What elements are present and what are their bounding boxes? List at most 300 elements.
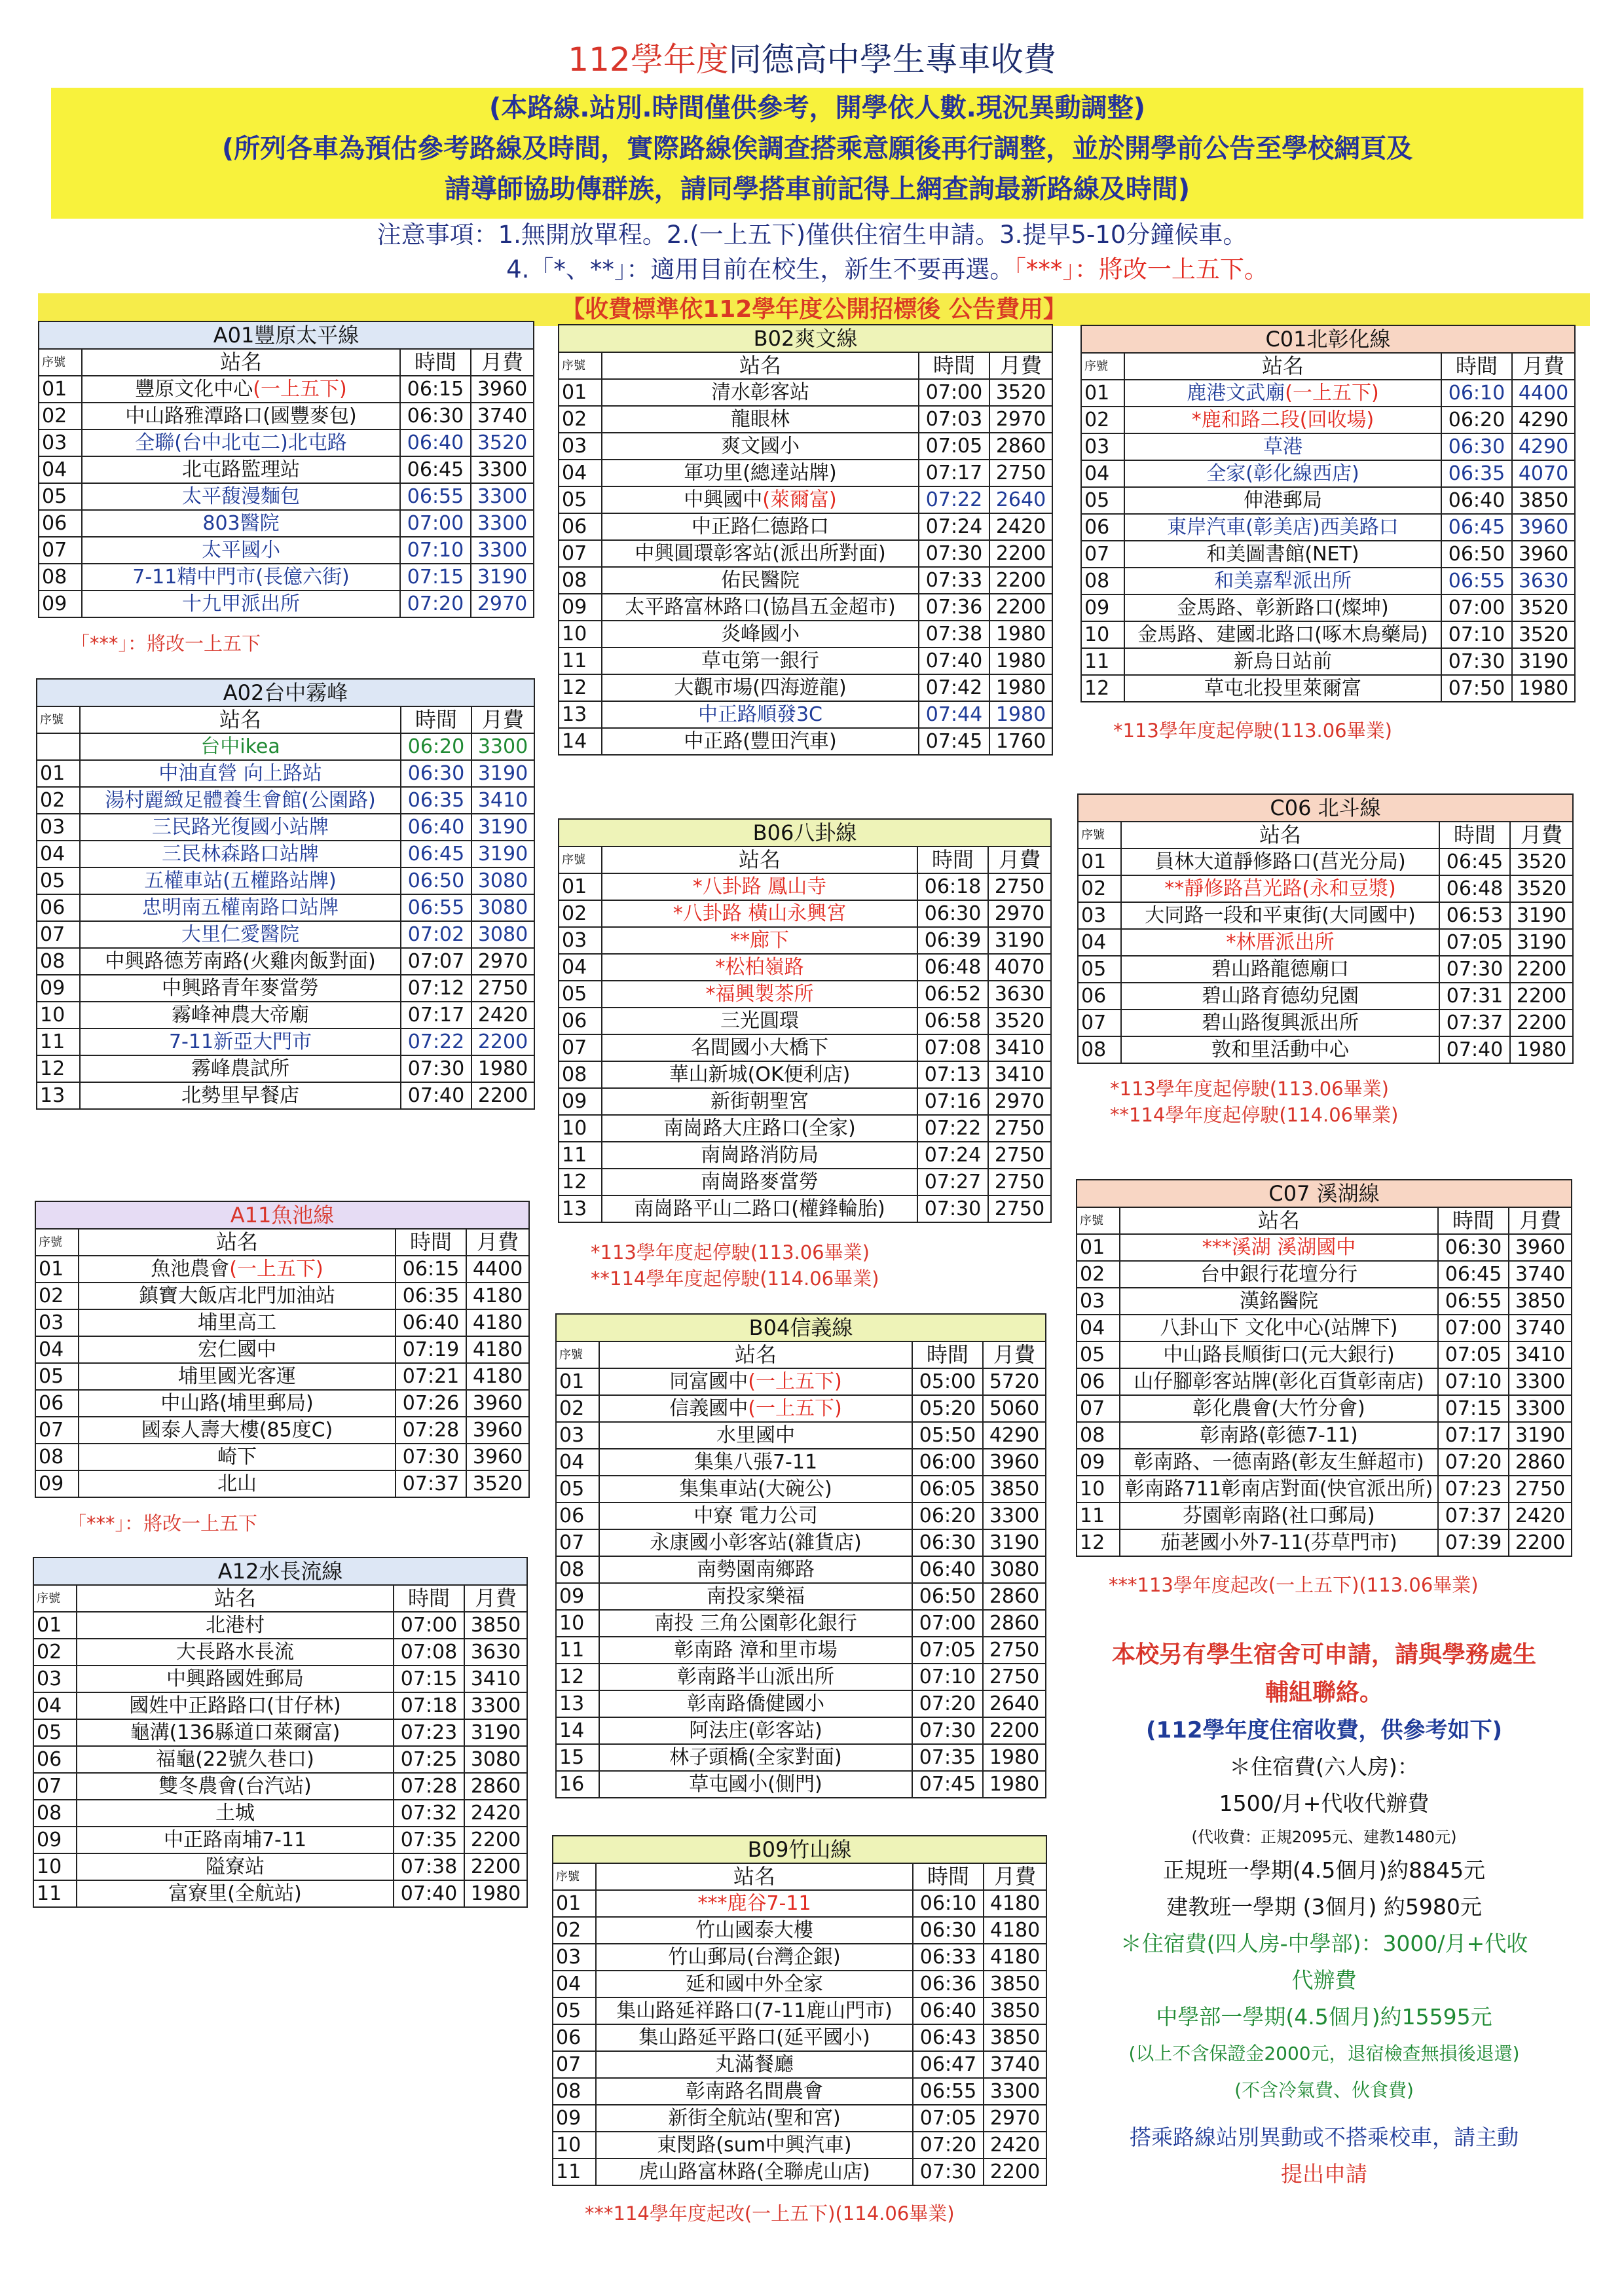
station-name: 碧山路龍德廟口 [1211, 958, 1349, 981]
table-row [1081, 514, 1575, 541]
header-station: 站名 [1124, 353, 1441, 380]
row-seq: 04 [33, 1692, 77, 1719]
table-row [37, 1002, 534, 1029]
row-time: 07:37 [1438, 1503, 1509, 1529]
row-station [1120, 1503, 1438, 1529]
table-row [1077, 1476, 1572, 1503]
row-fee: 3740 [984, 2051, 1046, 2078]
table-row [553, 1944, 1046, 1971]
table-row [559, 1169, 1051, 1195]
dormitory-info [1082, 1638, 1566, 2195]
table-row [35, 1283, 529, 1309]
row-seq: 02 [1081, 407, 1124, 433]
row-station [602, 540, 919, 567]
row-seq: 12 [1077, 1529, 1120, 1556]
header-seq: 序號 [559, 847, 602, 873]
row-fee: 2750 [988, 1195, 1051, 1222]
row-seq: 03 [39, 429, 82, 456]
station-name: *林厝派出所 [1226, 931, 1335, 954]
row-time: 07:17 [401, 1002, 471, 1029]
row-station [79, 1256, 396, 1283]
row-station [80, 894, 401, 921]
row-seq: 09 [39, 591, 82, 617]
row-time: 07:35 [394, 1827, 464, 1853]
row-station [1121, 875, 1439, 902]
row-time: 06:36 [913, 1971, 984, 1997]
row-time: 07:37 [1439, 1010, 1510, 1036]
row-seq: 12 [37, 1055, 80, 1082]
row-time: 06:33 [913, 1944, 984, 1971]
row-time: 06:40 [396, 1309, 466, 1336]
row-fee: 2420 [471, 1002, 534, 1029]
row-fee: 2200 [464, 1827, 527, 1853]
route-title: A02台中霧峰 [37, 679, 534, 706]
row-station [1124, 568, 1441, 594]
row-station [596, 2078, 913, 2105]
row-time: 07:36 [919, 594, 989, 621]
station-name: 中油直營 向上路站 [158, 762, 322, 785]
row-seq: 03 [1077, 1288, 1120, 1315]
row-seq: 01 [1077, 1234, 1120, 1261]
row-fee: 3080 [983, 1556, 1046, 1583]
row-fee: 1980 [983, 1744, 1046, 1771]
station-name: 7-11精中門市(長億六街) [132, 566, 350, 589]
route-note: **114學年度起停駛(114.06畢業) [1110, 1104, 1399, 1126]
row-seq: 07 [559, 540, 602, 567]
header-fee: 月費 [989, 352, 1052, 379]
row-seq: 02 [553, 1917, 596, 1944]
station-name: 803醫院 [202, 512, 280, 535]
row-seq: 05 [33, 1719, 77, 1746]
row-seq: 03 [559, 927, 602, 954]
row-station [80, 921, 401, 948]
row-fee: 2200 [1510, 956, 1573, 983]
row-time: 07:42 [919, 674, 989, 701]
table-row [1078, 1036, 1573, 1063]
row-station [82, 429, 400, 456]
row-time: 06:15 [400, 376, 471, 403]
row-fee: 3960 [466, 1444, 529, 1470]
route-table-c07 [1076, 1179, 1572, 1557]
row-seq: 08 [37, 948, 80, 975]
table-row [559, 594, 1052, 621]
table-row [1081, 621, 1575, 648]
station-name: 集集車站(大碗公) [679, 1478, 832, 1501]
row-station [602, 460, 919, 486]
row-seq: 11 [556, 1637, 599, 1664]
row-fee: 3300 [471, 456, 534, 483]
row-seq: 14 [556, 1717, 599, 1744]
row-fee: 3850 [1509, 1288, 1572, 1315]
row-seq: 09 [33, 1827, 77, 1853]
row-time: 06:15 [396, 1256, 466, 1283]
station-name: 忠明南五權南路口站牌 [142, 896, 339, 919]
row-seq: 06 [33, 1746, 77, 1773]
station-name: 南勢園南鄉路 [697, 1558, 815, 1581]
header-time: 時間 [401, 706, 471, 733]
station-name: 太平國小 [202, 539, 280, 562]
row-station [602, 1088, 917, 1115]
station-name: **廊下 [730, 929, 789, 952]
station-name: 中興路國姓郵局 [166, 1667, 304, 1690]
row-time: 07:07 [401, 948, 471, 975]
route-title: A01豐原太平線 [39, 321, 534, 349]
row-time: 06:35 [396, 1283, 466, 1309]
row-station [602, 1008, 917, 1034]
station-name: 中山路長順街口(元大銀行) [1163, 1343, 1395, 1366]
row-fee: 2750 [988, 1115, 1051, 1142]
row-time: 07:30 [913, 2159, 984, 2185]
row-station [596, 1997, 913, 2024]
table-row [37, 841, 534, 867]
row-station [602, 927, 917, 954]
station-name: 中興路德芳南路(火雞肉飯對面) [105, 950, 376, 973]
row-seq: 01 [39, 376, 82, 403]
header-time: 時間 [919, 352, 989, 379]
station-name: 埔里國光客運 [178, 1365, 296, 1388]
route-title: C01北彰化線 [1081, 325, 1575, 353]
row-seq: 01 [1078, 848, 1121, 875]
row-station [1124, 380, 1441, 407]
table-row [556, 1556, 1046, 1583]
row-fee: 4180 [984, 1944, 1046, 1971]
table-row [37, 814, 534, 841]
row-time: 07:05 [912, 1637, 983, 1664]
row-fee: 2200 [984, 2159, 1046, 2185]
row-fee: 3300 [984, 2078, 1046, 2105]
row-station [602, 981, 917, 1008]
row-time: 06:45 [1439, 848, 1510, 875]
table-row [33, 1639, 527, 1666]
table-row [559, 567, 1052, 594]
station-name: 彰南路、一德南路(彰友生鮮超市) [1134, 1451, 1424, 1474]
row-fee: 2200 [1509, 1529, 1572, 1556]
row-fee: 3300 [471, 733, 534, 760]
table-row [553, 2132, 1046, 2159]
row-seq: 05 [559, 486, 602, 513]
row-fee: 1980 [983, 1771, 1046, 1798]
row-station [80, 1055, 401, 1082]
header-seq: 序號 [33, 1585, 77, 1612]
row-fee: 1980 [989, 647, 1052, 674]
station-name: 金馬路、彰新路口(燦坤) [1177, 596, 1389, 619]
row-seq: 08 [1081, 568, 1124, 594]
header-time: 時間 [400, 349, 471, 376]
row-fee: 4070 [988, 954, 1051, 981]
row-time: 07:24 [919, 513, 989, 540]
table-row [39, 537, 534, 564]
row-station [596, 1971, 913, 1997]
station-name: 林子頭橋(全家對面) [669, 1746, 842, 1769]
row-time: 07:05 [919, 433, 989, 460]
station-remark: (一上五下) [748, 1370, 842, 1393]
table-row [1077, 1422, 1572, 1449]
row-station [602, 513, 919, 540]
row-station [596, 2051, 913, 2078]
table-row [559, 621, 1052, 647]
row-fee: 3850 [984, 1997, 1046, 2024]
row-seq: 02 [556, 1395, 599, 1422]
row-station [602, 1142, 917, 1169]
row-station [77, 1612, 394, 1639]
row-station [1120, 1341, 1438, 1368]
row-time: 07:13 [917, 1061, 988, 1088]
dorm-line-4: ＊住宿費(六人房)： [1229, 1754, 1419, 1779]
row-seq: 04 [39, 456, 82, 483]
row-station [602, 406, 919, 433]
row-seq: 05 [35, 1363, 79, 1390]
row-seq: 06 [1081, 514, 1124, 541]
row-fee: 2970 [989, 406, 1052, 433]
row-seq: 16 [556, 1771, 599, 1798]
table-row [1078, 902, 1573, 929]
row-fee: 3960 [1509, 1234, 1572, 1261]
row-seq: 06 [37, 894, 80, 921]
row-fee: 3080 [471, 921, 534, 948]
row-time: 07:19 [396, 1336, 466, 1363]
row-time: 07:25 [394, 1746, 464, 1773]
station-name: 龍眼林 [731, 408, 790, 431]
station-name: 伸港郵局 [1243, 489, 1322, 512]
row-station [602, 567, 919, 594]
row-time: 06:30 [917, 900, 988, 927]
row-time: 06:10 [1441, 380, 1512, 407]
row-station [599, 1368, 912, 1395]
route-title: B02爽文線 [559, 325, 1052, 352]
page-title [0, 37, 1624, 82]
row-station [602, 728, 919, 755]
row-seq: 04 [1081, 460, 1124, 487]
row-fee: 3080 [471, 894, 534, 921]
row-fee: 3630 [988, 981, 1051, 1008]
station-name: 山仔腳彰客站牌(彰化百貨彰南店) [1134, 1370, 1424, 1393]
row-time: 07:18 [394, 1692, 464, 1719]
row-station [602, 1061, 917, 1088]
row-station [80, 1029, 401, 1055]
table-row [35, 1336, 529, 1363]
table-row [559, 1061, 1051, 1088]
row-station [1121, 1036, 1439, 1063]
row-seq: 01 [556, 1368, 599, 1395]
row-time: 07:30 [912, 1717, 983, 1744]
row-fee: 3630 [1512, 568, 1575, 594]
dorm-line-6: (代收費：正規2095元、建教1480元) [1191, 1828, 1457, 1846]
row-seq: 13 [556, 1690, 599, 1717]
row-station [599, 1717, 912, 1744]
route-table-b06 [558, 818, 1052, 1223]
row-fee: 3960 [466, 1390, 529, 1417]
row-fee: 3850 [984, 2024, 1046, 2051]
row-fee: 3520 [1510, 848, 1573, 875]
row-fee: 3410 [988, 1034, 1051, 1061]
row-seq: 07 [1077, 1395, 1120, 1422]
station-name: 丸滿餐廳 [715, 2053, 794, 2076]
row-seq: 02 [1077, 1261, 1120, 1288]
row-time: 07:08 [394, 1639, 464, 1666]
row-seq: 05 [37, 867, 80, 894]
row-time: 06:45 [401, 841, 471, 867]
row-seq: 03 [1081, 433, 1124, 460]
row-seq: 02 [33, 1639, 77, 1666]
table-row [33, 1853, 527, 1880]
table-row [1081, 568, 1575, 594]
row-time: 06:55 [1441, 568, 1512, 594]
table-row [559, 1008, 1051, 1034]
row-fee: 3960 [471, 376, 534, 403]
row-station [80, 1082, 401, 1109]
table-row [1077, 1341, 1572, 1368]
row-time: 06:45 [1441, 514, 1512, 541]
row-time: 07:02 [401, 921, 471, 948]
header-time: 時間 [1439, 822, 1510, 848]
row-seq: 08 [39, 564, 82, 591]
row-station [599, 1771, 912, 1798]
row-time: 07:27 [917, 1169, 988, 1195]
station-name: 員林大道靜修路口(莒光分局) [1154, 850, 1406, 873]
row-fee: 5720 [983, 1368, 1046, 1395]
row-time: 07:30 [1439, 956, 1510, 983]
row-fee: 2750 [983, 1637, 1046, 1664]
station-name: 佑民醫院 [721, 569, 800, 592]
row-seq: 08 [33, 1800, 77, 1827]
notes-line-1: 注意事項：1.無開放單程。2.(一上五下)僅供住宿生申請。3.提早5-10分鐘候車。 [377, 221, 1247, 249]
header-fee: 月費 [466, 1229, 529, 1256]
row-seq: 01 [1081, 380, 1124, 407]
row-fee: 2860 [1509, 1449, 1572, 1476]
station-name: 中山路雅潭路口(國豐麥包) [125, 405, 357, 428]
table-row [1081, 675, 1575, 702]
row-time: 06:50 [912, 1583, 983, 1610]
station-name: **靜修路莒光路(永和豆漿) [1164, 877, 1396, 900]
station-name: ***鹿谷7-11 [697, 1892, 811, 1915]
row-time: 06:45 [1438, 1261, 1509, 1288]
row-fee: 4290 [1512, 407, 1575, 433]
row-seq: 06 [1078, 983, 1121, 1010]
table-row [556, 1744, 1046, 1771]
row-time: 06:58 [917, 1008, 988, 1034]
row-time: 07:00 [394, 1612, 464, 1639]
header-station: 站名 [1121, 822, 1439, 848]
header-time: 時間 [396, 1229, 466, 1256]
dorm-line-7: 正規班一學期(4.5個月)約8845元 [1162, 1857, 1486, 1883]
row-time: 06:52 [917, 981, 988, 1008]
row-fee: 3960 [983, 1449, 1046, 1476]
row-seq: 12 [1081, 675, 1124, 702]
row-fee: 3740 [1509, 1315, 1572, 1341]
row-seq: 12 [559, 674, 602, 701]
station-name: 芬園彰南路(社口郵局) [1183, 1504, 1375, 1527]
station-name: 永康國小彰客站(雜貨店) [650, 1531, 862, 1554]
station-name: 集山路延祥路口(7-11鹿山門市) [616, 1999, 893, 2022]
table-row [553, 1971, 1046, 1997]
row-seq: 06 [559, 1008, 602, 1034]
row-station [1124, 407, 1441, 433]
row-fee: 3190 [471, 564, 534, 591]
row-station [79, 1417, 396, 1444]
table-row [33, 1746, 527, 1773]
row-time: 07:00 [912, 1610, 983, 1637]
route-title: B04信義線 [556, 1314, 1046, 1341]
row-seq: 02 [559, 900, 602, 927]
row-time: 07:45 [912, 1771, 983, 1798]
row-station [79, 1283, 396, 1309]
row-station [602, 486, 919, 513]
station-name: 富寮里(全航站) [168, 1882, 302, 1905]
row-station [1120, 1234, 1438, 1261]
row-station [602, 1115, 917, 1142]
row-fee: 2200 [471, 1082, 534, 1109]
header-seq: 序號 [559, 352, 602, 379]
row-seq: 07 [39, 537, 82, 564]
station-name: 阿法庄(彰客站) [689, 1719, 822, 1742]
row-time: 07:35 [912, 1744, 983, 1771]
table-row [33, 1719, 527, 1746]
title-text: 同德高中學生專車收費 [728, 41, 1056, 79]
row-seq: 09 [37, 975, 80, 1002]
station-name: 7-11新亞大門市 [168, 1030, 312, 1053]
station-name: 太平路富林路口(協昌五金超市) [625, 596, 896, 619]
row-fee: 2200 [1510, 983, 1573, 1010]
row-station [77, 1880, 394, 1907]
table-row [556, 1503, 1046, 1529]
row-fee: 3300 [471, 510, 534, 537]
header-station: 站名 [80, 706, 401, 733]
station-name: 名間國小大橋下 [691, 1036, 828, 1059]
row-station [596, 2024, 913, 2051]
row-seq: 04 [35, 1336, 79, 1363]
row-station [82, 564, 400, 591]
row-station [80, 867, 401, 894]
row-station [1120, 1315, 1438, 1341]
table-row [556, 1771, 1046, 1798]
row-fee: 2970 [988, 1088, 1051, 1115]
row-fee: 3190 [1512, 648, 1575, 675]
row-fee: 3190 [983, 1529, 1046, 1556]
station-name: 和美圖書館(NET) [1206, 543, 1359, 566]
row-fee: 2750 [988, 1142, 1051, 1169]
station-name: 國姓中正路路口(甘仔林) [129, 1694, 341, 1717]
row-time: 07:38 [919, 621, 989, 647]
table-row [39, 564, 534, 591]
row-seq: 02 [37, 787, 80, 814]
row-time: 07:10 [912, 1664, 983, 1690]
header-station: 站名 [596, 1863, 913, 1890]
row-seq: 07 [1081, 541, 1124, 568]
row-fee: 3960 [1512, 514, 1575, 541]
station-name: 彰南路(彰德7-11) [1200, 1424, 1358, 1447]
station-name: 南崗路平山二路口(權鋒輪胎) [634, 1197, 885, 1220]
row-station [1121, 1010, 1439, 1036]
header-station: 站名 [1120, 1207, 1438, 1234]
row-seq: 09 [559, 594, 602, 621]
station-name: 南投家樂福 [707, 1585, 805, 1608]
table-row [553, 2024, 1046, 2051]
station-name: 十九甲派出所 [182, 592, 300, 615]
row-time: 07:05 [913, 2105, 984, 2132]
station-name: 中興圓環彰客站(派出所對面) [635, 542, 886, 565]
row-station [77, 1719, 394, 1746]
row-fee: 3190 [988, 927, 1051, 954]
table-row [1078, 875, 1573, 902]
row-time: 07:00 [919, 379, 989, 406]
row-fee: 2200 [464, 1853, 527, 1880]
station-name: 大長路水長流 [176, 1641, 294, 1664]
row-time: 06:20 [912, 1503, 983, 1529]
station-name: 同富國中 [669, 1370, 748, 1393]
row-seq: 05 [39, 483, 82, 510]
row-fee: 2860 [983, 1610, 1046, 1637]
table-row [33, 1800, 527, 1827]
